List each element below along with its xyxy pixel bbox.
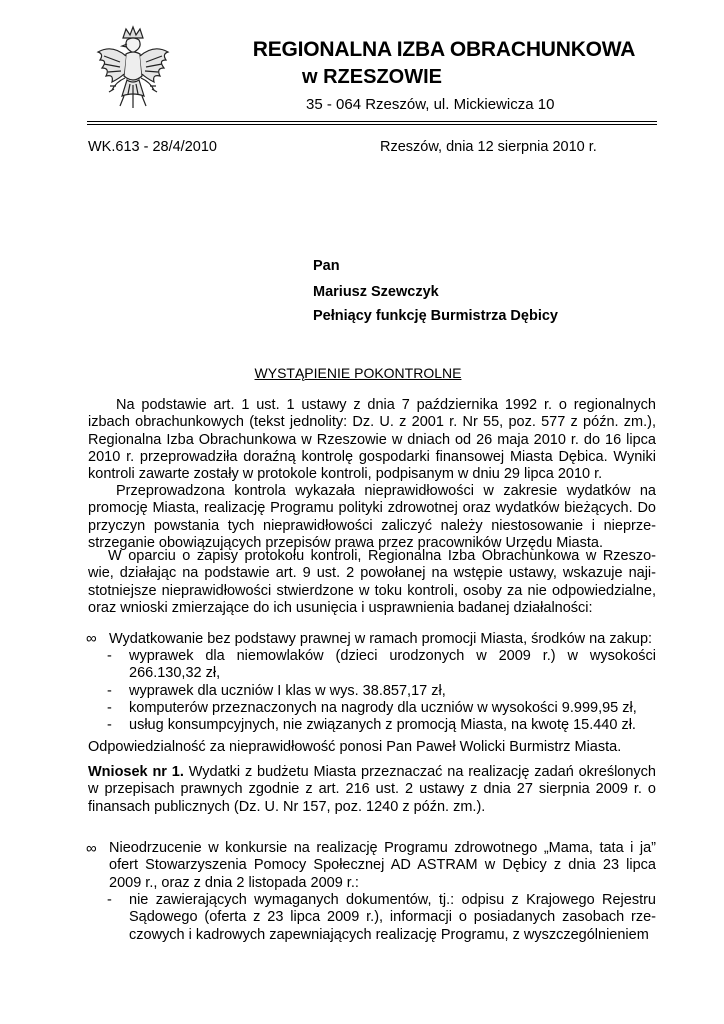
header-divider-bottom — [87, 124, 657, 125]
finding-1-bullet-icon: ∞ — [86, 630, 97, 647]
finding-1-item-1-dash: - — [107, 648, 112, 664]
institution-city: w RZESZOWIE — [302, 66, 442, 88]
finding-1-request — [88, 764, 656, 816]
body-paragraph-1: Na podstawie art. 1 ust. 1 ustawy z dnia 7 października 1992 r. o regionalnych izbach obrachunkowych (tekst jednolity: Dz. U. z 2001 r. Nr 55, poz. 577 z późn. zm.), Regionalna Izba Obrachunkowa w Rzeszowie w dniach od 26 maja 2010 r. do 16 lipca 2010 r. przeprowadziła doraźną kontrolę gospodarki finansowej Miasta Dębica. Wyniki kontroli zawarte zostały w protokole kontroli, podpisanym w dniu 29 lipca 2010 r. — [88, 397, 656, 483]
finding-1-responsibility: Odpowiedzialność za nieprawidłowość ponosi Pan Paweł Wolicki Burmistrz Miasta. — [88, 739, 622, 755]
finding-1-item-3-dash: - — [107, 700, 112, 716]
document-reference: WK.613 - 28/4/2010 — [88, 139, 217, 155]
finding-1-item-4: usług konsumpcyjnych, nie związanych z promocją Miasta, na kwotę 15.440 zł. — [129, 717, 636, 733]
body-paragraph-2: Przeprowadzona kontrola wykazała nieprawidłowości w zakresie wydatków na promocję Miasta, realizację Programu polityki zdrowotnej oraz wydatków bieżących. Do przyczyn powstania tych nieprawidłowości zaliczyć należy niestosowanie i nieprze-strzeganie obowiązujących przepisów prawa przez pracowników Urzędu Miasta. — [88, 483, 656, 551]
body-paragraph-3: W oparciu o zapisy protokołu kontroli, Regionalna Izba Obrachunkowa w Rzeszo-wie, działając na podstawie art. 9 ust. 2 powołanej na wstępie ustawy, wskazuje naji-stotniejsze nieprawidłowości stwierdzone w toku kontroli, osoby za nie odpowiedzialne, oraz wnioski zmierzające do ich usunięcia i usprawnienia badanej działalności: — [88, 548, 656, 616]
finding-2-item-1: nie zawierających wymaganych dokumentów, tj.: odpisu z Krajowego Rejestru Sądowego (oferta z 23 lipca 2009 r.), informacji o posiadanych zasobach rze-czowych i kadrowych zapewniających realizację Programu, z wyszczególnieniem — [129, 892, 656, 943]
finding-1-request-text: Wydatki z budżetu Miasta przeznaczać na realizację zadań określonych w przepisach prawnych zgodnie z art. 216 ust. 2 ustawy z dnia 27 sierpnia 2009 r. o finansach publicznych (Dz. U. Nr 157, poz. 1240 z późn. zm.). — [88, 764, 656, 815]
finding-1-item-2-dash: - — [107, 683, 112, 699]
addressee-role: Pełniący funkcję Burmistrza Dębicy — [313, 308, 558, 324]
addressee-salutation: Pan — [313, 258, 340, 274]
finding-1-item-4-dash: - — [107, 717, 112, 733]
finding-1-item-1: wyprawek dla niemowlaków (dzieci urodzonych w 2009 r.) w wysokości 266.130,32 zł, — [129, 648, 656, 682]
institution-address: 35 - 064 Rzeszów, ul. Mickiewicza 10 — [306, 96, 555, 113]
polish-eagle-emblem-icon — [90, 24, 176, 120]
finding-2-title: Nieodrzucenie w konkursie na realizację Programu zdrowotnego „Mama, tata i ja” ofert Stowarzyszenia Pomocy Społecznej AD ASTRAM w Dębicy z dnia 23 lipca 2009 r., oraz z dnia 2 listopada 2009 r.: — [109, 840, 656, 891]
finding-1-item-2: wyprawek dla uczniów I klas w wys. 38.857,17 zł, — [129, 683, 446, 699]
document-heading: WYSTĄPIENIE POKONTROLNE — [254, 365, 462, 381]
addressee-name: Mariusz Szewczyk — [313, 284, 439, 300]
header-divider-top — [87, 121, 657, 122]
finding-1-request-label: Wniosek nr 1. — [88, 764, 184, 780]
finding-2-item-1-dash: - — [107, 892, 112, 908]
finding-1-item-3: komputerów przeznaczonych na nagrody dla uczniów w wysokości 9.999,95 zł, — [129, 700, 637, 716]
document-date: Rzeszów, dnia 12 sierpnia 2010 r. — [380, 139, 597, 155]
institution-name: REGIONALNA IZBA OBRACHUNKOWA — [252, 38, 636, 61]
finding-1-title: Wydatkowanie bez podstawy prawnej w ramach promocji Miasta, środków na zakup: — [109, 631, 653, 647]
finding-2-bullet-icon: ∞ — [86, 840, 97, 857]
